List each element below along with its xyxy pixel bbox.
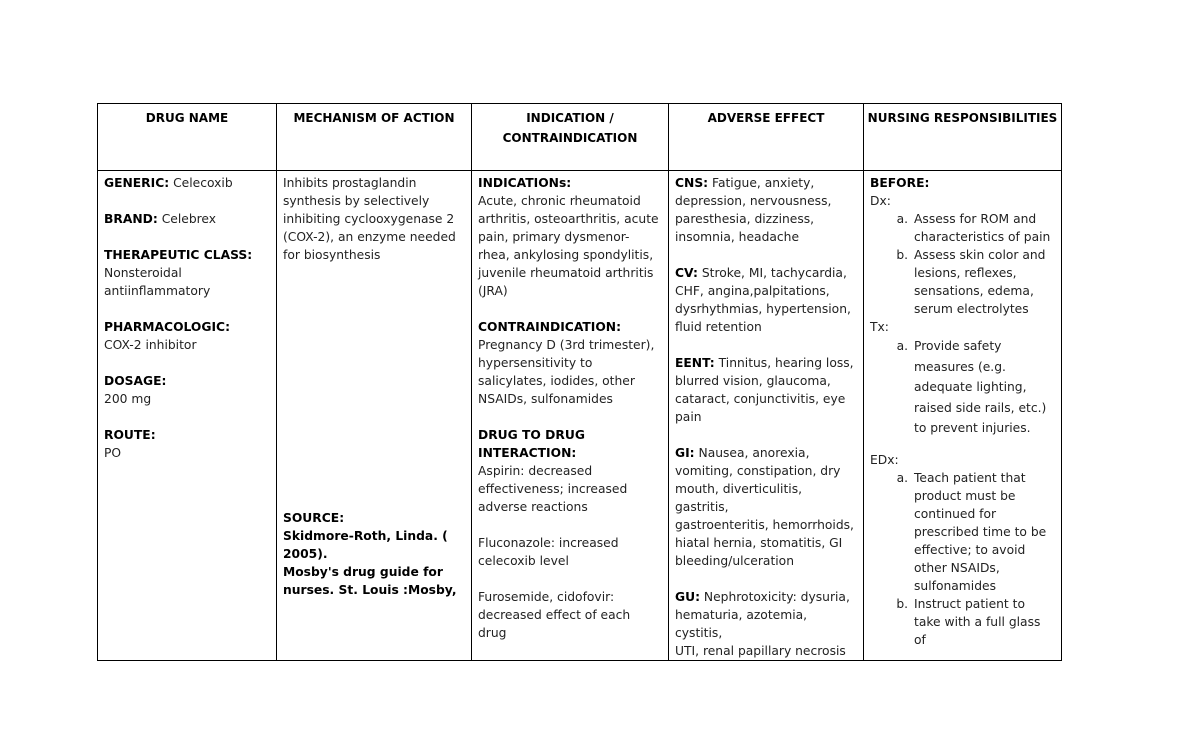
generic-row: [104, 174, 270, 192]
header-row: [98, 104, 1062, 171]
ddi-line: Aspirin: decreased: [478, 464, 593, 478]
gu-line: [675, 588, 857, 606]
header-nursing: NURSING RESPONSIBILITIES: [864, 104, 1062, 171]
generic-label: GENERIC:: [104, 176, 170, 190]
source-label: SOURCE:: [283, 511, 345, 525]
eent-line: blurred vision, glaucoma,: [675, 374, 831, 388]
header-indication: [472, 104, 669, 171]
ddi-line: adverse reactions: [478, 500, 588, 514]
cv-line: [675, 264, 857, 282]
gu-text: Nephrotoxicity: dysuria,: [700, 590, 850, 604]
gi-label: GI:: [675, 446, 695, 460]
pharm-label: PHARMACOLOGIC:: [104, 320, 230, 334]
brand-row: [104, 210, 270, 228]
edx-label: EDx:: [870, 452, 899, 467]
ddi-line: effectiveness; increased: [478, 482, 628, 496]
ddi-line: celecoxib level: [478, 554, 569, 568]
cv-label: CV:: [675, 266, 698, 280]
edx-item: b. Instruct patient to take with a full glass of: [912, 595, 1055, 649]
source-line: nurses. St. Louis :Mosby,: [283, 583, 457, 597]
drug-name-cell: [98, 171, 277, 661]
tx-list: [870, 336, 1055, 439]
header-mechanism: MECHANISM OF ACTION: [277, 104, 472, 171]
cns-line: [675, 174, 857, 192]
mechanism-line: Inhibits prostaglandin: [283, 176, 417, 190]
class-label: THERAPEUTIC CLASS:: [104, 248, 253, 262]
mechanism-line: for biosynthesis: [283, 248, 381, 262]
gu-line: hematuria, azotemia, cystitis,: [675, 608, 808, 640]
edx-list: [870, 469, 1055, 649]
nursing-cell: [864, 171, 1062, 661]
gi-line: hiatal hernia, stomatitis, GI: [675, 536, 843, 550]
edx-item: a. Teach patient that product must be continued for prescribed time to be effective; to avoid other NSAIDs, sulfonamides: [912, 469, 1055, 595]
content-row: [98, 171, 1062, 661]
header-drug-name: DRUG NAME: [98, 104, 277, 171]
dx-list: [870, 210, 1055, 318]
dx-item: a. Assess for ROM and characteristics of pain: [912, 210, 1055, 246]
class-line-1: Nonsteroidal: [104, 266, 182, 280]
drug-study-table: [97, 103, 1058, 658]
cns-text: Fatigue, anxiety,: [708, 176, 815, 190]
ddi-line: Furosemide, cidofovir:: [478, 590, 615, 604]
dosage-value: 200 mg: [104, 392, 152, 406]
eent-line: pain: [675, 410, 702, 424]
indication-line: rhea, ankylosing spondylitis,: [478, 248, 654, 262]
contra-line: hypersensitivity to: [478, 356, 593, 370]
indication-line: arthritis, osteoarthritis, acute: [478, 212, 659, 226]
indication-line: juvenile rheumatoid arthritis: [478, 266, 654, 280]
cns-label: CNS:: [675, 176, 709, 190]
dx-label: Dx:: [870, 194, 891, 208]
route-value: PO: [104, 446, 122, 460]
indication-line: Acute, chronic rheumatoid: [478, 194, 641, 208]
header-indication-line1: INDICATION /: [526, 111, 614, 125]
contraindication-label: CONTRAINDICATION:: [478, 320, 622, 334]
dx-item: b. Assess skin color and lesions, reflexes, sensations, edema, serum electrolytes: [912, 246, 1055, 318]
pharm-value: COX-2 inhibitor: [104, 338, 197, 352]
contra-line: NSAIDs, sulfonamides: [478, 392, 613, 406]
brand-label: BRAND:: [104, 212, 158, 226]
gi-line: gastroenteritis, hemorrhoids,: [675, 518, 854, 532]
before-label: BEFORE:: [870, 176, 930, 190]
class-line-2: antiinflammatory: [104, 284, 211, 298]
source-line: Mosby's drug guide for: [283, 565, 443, 579]
brand-value: Celebrex: [157, 212, 217, 226]
gi-line: mouth, diverticulitis, gastritis,: [675, 482, 803, 514]
mechanism-cell: [277, 171, 472, 661]
source-line: Skidmore-Roth, Linda. ( 2005).: [283, 529, 448, 561]
cv-line: CHF, angina,palpitations,: [675, 284, 830, 298]
generic-value: Celecoxib: [169, 176, 233, 190]
eent-line: cataract, conjunctivitis, eye: [675, 392, 846, 406]
indication-cell: [472, 171, 669, 661]
dosage-label: DOSAGE:: [104, 374, 167, 388]
tx-item: a. Provide safety measures (e.g. adequate lighting, raised side rails, etc.) to prevent injuries.: [912, 336, 1055, 439]
tx-label: Tx:: [870, 320, 889, 334]
cns-line: paresthesia, dizziness,: [675, 212, 815, 226]
gi-line: vomiting, constipation, dry: [675, 464, 841, 478]
cns-line: insomnia, headache: [675, 230, 800, 244]
header-adverse-effect: ADVERSE EFFECT: [669, 104, 864, 171]
indications-label: INDICATIONs:: [478, 176, 572, 190]
ddi-label: DRUG TO DRUG INTERACTION:: [478, 428, 585, 460]
cv-text: Stroke, MI, tachycardia,: [697, 266, 847, 280]
ddi-line: decreased effect of each: [478, 608, 631, 622]
source-block: [283, 509, 473, 599]
ddi-line: drug: [478, 626, 507, 640]
gu-line: UTI, renal papillary necrosis: [675, 644, 846, 658]
gu-label: GU:: [675, 590, 700, 604]
mechanism-line: inhibiting cyclooxygenase 2: [283, 212, 455, 226]
eent-line: [675, 354, 857, 372]
eent-text: Tinnitus, hearing loss,: [714, 356, 854, 370]
adverse-effect-cell: [669, 171, 864, 661]
contra-line: salicylates, iodides, other: [478, 374, 635, 388]
route-label: ROUTE:: [104, 428, 156, 442]
gi-text: Nausea, anorexia,: [694, 446, 810, 460]
cv-line: dysrhythmias, hypertension,: [675, 302, 851, 316]
indication-line: (JRA): [478, 284, 508, 298]
mechanism-line: synthesis by selectively: [283, 194, 430, 208]
header-indication-line2: CONTRAINDICATION: [502, 131, 638, 145]
mechanism-line: (COX-2), an enzyme needed: [283, 230, 456, 244]
contra-line: Pregnancy D (3rd trimester),: [478, 338, 655, 352]
gi-line: [675, 444, 857, 462]
cns-line: depression, nervousness,: [675, 194, 832, 208]
eent-label: EENT:: [675, 356, 715, 370]
gi-line: bleeding/ulceration: [675, 554, 794, 568]
indication-line: pain, primary dysmenor-: [478, 230, 630, 244]
ddi-line: Fluconazole: increased: [478, 536, 619, 550]
cv-line: fluid retention: [675, 320, 762, 334]
